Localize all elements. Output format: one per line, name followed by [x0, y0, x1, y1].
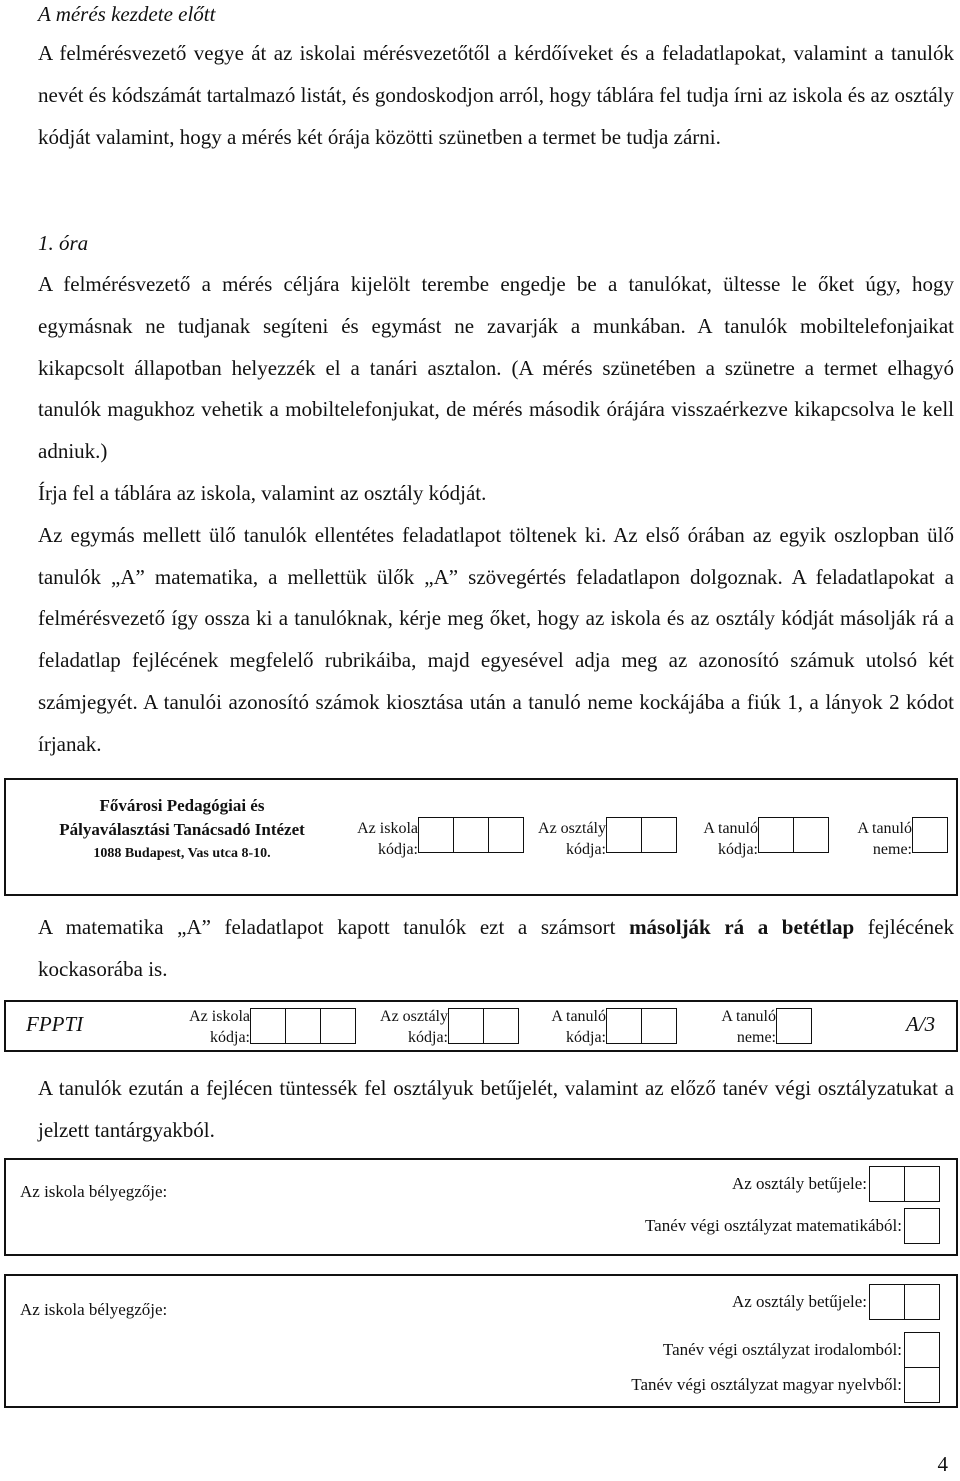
class-code-boxes[interactable]: [448, 1008, 519, 1044]
grade-cell[interactable]: [904, 1208, 940, 1244]
language-grade-row: [631, 1367, 940, 1403]
grade-cell[interactable]: [904, 1332, 940, 1368]
school-code-boxes[interactable]: [250, 1008, 356, 1044]
grade-box-literature: [4, 1274, 958, 1408]
student-gender-label: A tanuló neme:: [857, 820, 912, 858]
literature-grade-box[interactable]: [904, 1332, 940, 1368]
institution-name-line-1: Fővárosi Pedagógiai és: [99, 796, 265, 815]
student-code-label: A tanuló kódja:: [551, 1008, 606, 1046]
class-code-boxes[interactable]: [606, 817, 677, 853]
code-cell[interactable]: [606, 1008, 642, 1044]
letter-cell[interactable]: [869, 1284, 905, 1320]
page-number: 4: [937, 1452, 948, 1476]
intro-paragraph: A felmérésvezető vegye át az iskolai mérésvezetőtől a kérdőíveket és a feladatlapokat, valamint a tanulók nevét és kódszámát tartalmazó listát, és gondoskodjon arról, hogy táblára fel tudja írni az iskola és az osztály kódját valamint, hogy a mérés két órája közötti szünetben a termet be tudja zárni.: [38, 41, 954, 149]
school-stamp-label: Az iskola bélyegzője:: [20, 1182, 168, 1201]
school-code-label: Az iskola kódja:: [357, 820, 418, 858]
gender-cell[interactable]: [776, 1008, 812, 1044]
lesson-1-paragraph-2: Írja fel a táblára az iskola, valamint az osztály kódját.: [38, 480, 487, 505]
class-code-label: Az osztály kódja:: [538, 820, 606, 858]
lesson-1-text: [38, 264, 954, 766]
section-title-lesson-1: 1. óra: [38, 231, 89, 255]
letter-cell[interactable]: [869, 1166, 905, 1202]
grade-cell[interactable]: [904, 1367, 940, 1403]
lesson-1-paragraph-3: Az egymás mellett ülő tanulók ellentétes feladatlapot töltenek ki. Az első órában az egyik oszlopban ülő tanulók „A” matematika, a mellettük ülők „A” szövegértés feladatlapon dolgoznak. A feladatlapokat a felmérésvezető így ossza ki a tanulóknak, kérje meg őket, hogy az iskola és az osztály kódját másolják rá a feladatlap fejlécének megfelelő rubrikáiba, majd egyesével adja meg az azonosító számuk utolsó két számjegyét. A tanulói azonosító számok kiosztása után a tanuló neme kockájába a fiúk 1, a lányok 2 kódot írjanak.: [38, 522, 954, 756]
fppti-label: FPPTI: [26, 1012, 84, 1036]
student-gender-label: A tanuló neme:: [721, 1008, 776, 1046]
math-grade-label: Tanév végi osztályzat matematikából:: [644, 1216, 902, 1235]
school-stamp-label: Az iskola bélyegzője:: [20, 1300, 168, 1319]
grade-box-math: [4, 1158, 958, 1256]
code-cell[interactable]: [320, 1008, 356, 1044]
math-grade-row: [645, 1208, 940, 1244]
code-cell[interactable]: [606, 817, 642, 853]
class-letter-label: Az osztály betűjele:: [731, 1174, 867, 1193]
class-letter-row: [732, 1166, 940, 1202]
literature-grade-label: Tanév végi osztályzat irodalomból:: [662, 1340, 902, 1359]
institution-address: 1088 Budapest, Vas utca 8-10.: [93, 846, 271, 861]
letter-cell[interactable]: [904, 1166, 940, 1202]
copy-instruction: A matematika „A” feladatlapot kapott tanulók ezt a számsort másolják rá a betétlap fejlécének kockasorába is.: [38, 915, 954, 981]
section-title-before: A mérés kezdete előtt: [38, 2, 216, 26]
header-sample-full: [4, 778, 958, 896]
institution-name-line-2: Pályaválasztási Tanácsadó Intézet: [59, 820, 305, 839]
lesson-1-paragraph-1: A felmérésvezető a mérés céljára kijelölt terembe engedje be a tanulókat, ültesse le őket úgy, hogy egymásnak ne tudjanak segíteni és egymást ne zavarják a munkában. A tanulók mobiltelefonjaikat kikapcsolt állapotban helyezzék el a tanári asztalon. (A mérés szünetében a szünetre a termet elhagyó tanulók magukhoz vehetik a mobiltelefonjukat, de mérés második órájára visszaérkezve kikapcsolva le kell adniuk.): [38, 272, 954, 464]
class-letter-boxes[interactable]: [869, 1284, 940, 1320]
code-cell[interactable]: [418, 817, 454, 853]
code-cell[interactable]: [758, 817, 794, 853]
student-code-boxes[interactable]: [758, 817, 829, 853]
sheet-code: A/3: [906, 1012, 936, 1036]
class-letter-boxes[interactable]: [869, 1166, 940, 1202]
code-cell[interactable]: [483, 1008, 519, 1044]
grade-instruction: A tanulók ezután a fejlécen tüntessék fel osztályuk betűjelét, valamint az előző tanév végi osztályzatukat a jelzett tantárgyakból.: [38, 1076, 954, 1142]
code-cell[interactable]: [250, 1008, 286, 1044]
class-code-label: Az osztály kódja:: [380, 1008, 448, 1046]
code-cell[interactable]: [285, 1008, 321, 1044]
code-cell[interactable]: [641, 817, 677, 853]
code-cell[interactable]: [793, 817, 829, 853]
gender-cell[interactable]: [912, 817, 948, 853]
school-code-label: Az iskola kódja:: [189, 1008, 250, 1046]
student-code-boxes[interactable]: [606, 1008, 677, 1044]
letter-cell[interactable]: [904, 1284, 940, 1320]
student-gender-box[interactable]: [776, 1008, 812, 1044]
language-grade-box[interactable]: [904, 1367, 940, 1403]
code-cell[interactable]: [453, 817, 489, 853]
header-sample-insert: [4, 1000, 958, 1052]
math-grade-box[interactable]: [904, 1208, 940, 1244]
school-code-boxes[interactable]: [418, 817, 524, 853]
code-cell[interactable]: [641, 1008, 677, 1044]
language-grade-label: Tanév végi osztályzat magyar nyelvből:: [631, 1375, 902, 1394]
student-code-label: A tanuló kódja:: [703, 820, 758, 858]
class-letter-label: Az osztály betűjele:: [731, 1292, 867, 1311]
code-cell[interactable]: [448, 1008, 484, 1044]
institution-block: [28, 794, 336, 866]
literature-grade-row: [663, 1332, 940, 1368]
class-letter-row: [732, 1284, 940, 1320]
student-gender-box[interactable]: [912, 817, 948, 853]
